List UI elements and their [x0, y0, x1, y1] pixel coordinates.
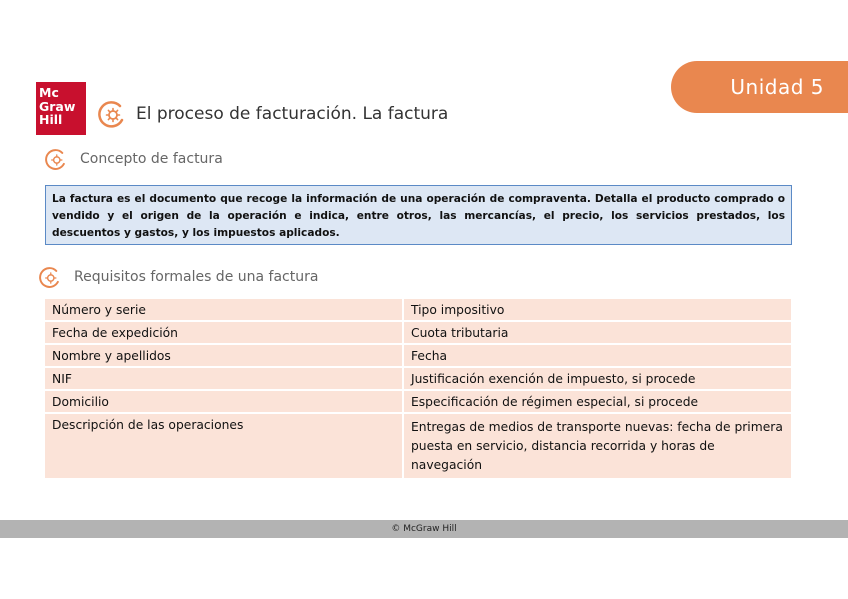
page-title: El proceso de facturación. La factura [136, 104, 449, 124]
table-row [45, 368, 791, 391]
requirements-table [45, 299, 791, 480]
table-cell: Fecha [404, 345, 791, 368]
table-cell: NIF [45, 368, 404, 391]
table-row [45, 391, 791, 414]
logo-line: Mc [39, 85, 59, 100]
unit-tab: Unidad 5 [671, 61, 848, 113]
table-row [45, 414, 791, 480]
gear-icon [98, 101, 126, 129]
table-cell: Fecha de expedición [45, 322, 404, 345]
table-cell: Justificación exención de impuesto, si procede [404, 368, 791, 391]
table-cell: Cuota tributaria [404, 322, 791, 345]
logo-line: Hill [39, 112, 63, 127]
footer-bar [0, 520, 848, 538]
gear-icon [39, 267, 61, 289]
table-cell: Número y serie [45, 299, 404, 322]
definition-box: La factura es el documento que recoge la información de una operación de compraventa. Detalla el producto comprado o vendido y el origen de la operación e indica, entre otros, las mercancías, el precio, los servicios prestados, los descuentos y gastos, y los impuestos aplicados. [45, 185, 792, 245]
table-cell: Nombre y apellidos [45, 345, 404, 368]
copyright-text: © McGraw Hill [391, 524, 457, 534]
table-cell: Tipo impositivo [404, 299, 791, 322]
table-row [45, 299, 791, 322]
requirements-heading: Requisitos formales de una factura [74, 269, 319, 285]
table-row [45, 345, 791, 368]
concept-heading: Concepto de factura [80, 151, 223, 167]
mcgraw-hill-logo [36, 82, 86, 135]
table-cell: Domicilio [45, 391, 404, 414]
table-cell: Descripción de las operaciones [45, 414, 404, 480]
table-row [45, 322, 791, 345]
gear-icon [45, 149, 67, 171]
table-cell: Entregas de medios de transporte nuevas: fecha de primera puesta en servicio, distancia recorrida y horas de navegación [404, 414, 791, 480]
table-cell: Especificación de régimen especial, si procede [404, 391, 791, 414]
logo-line: Graw [39, 98, 76, 114]
